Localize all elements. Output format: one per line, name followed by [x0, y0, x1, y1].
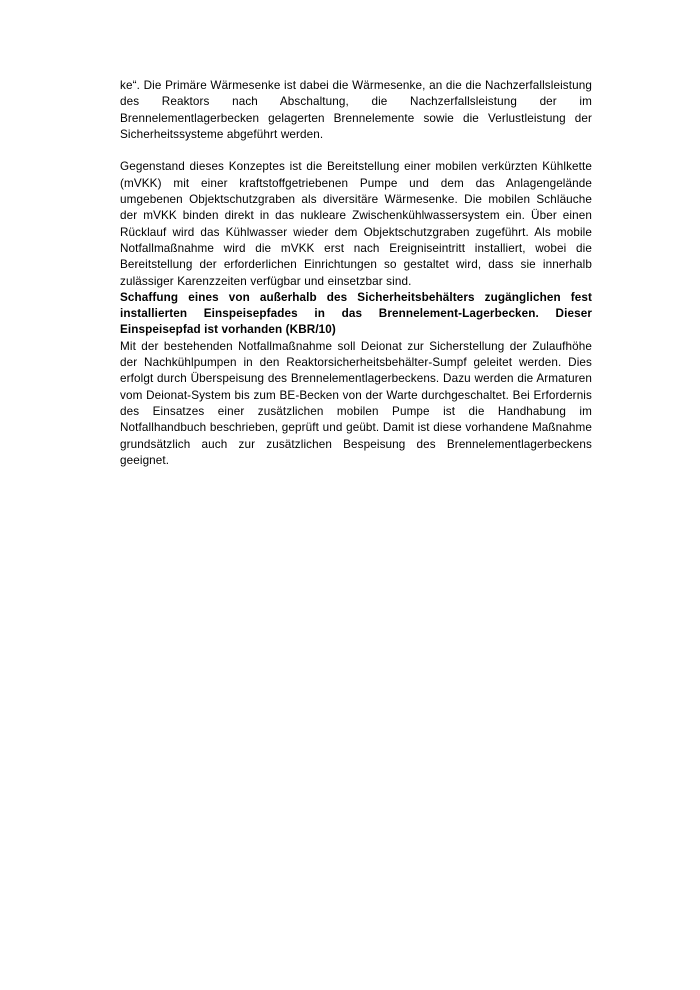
- document-body: [120, 78, 592, 469]
- heading-einspeisepfad: Schaffung eines von außerhalb des Sicherheitsbehälters zugänglichen fest installierten Einspeisepfades in das Brennelement-Lagerbecken. Dieser Einspeisepfad ist vorhanden (KBR/10): [120, 290, 592, 337]
- paragraph-mvkk-konzept: Gegenstand dieses Konzeptes ist die Bereitstellung einer mobilen verkürzten Kühlkette (mVKK) mit einer kraftstoffgetriebenen Pumpe und dem das Anlagengelände umgebenen Objektschutzgraben als diversitäre Wärmesenke. Die mobilen Schläuche der mVKK binden direkt in das nukleare Zwischenkühlwassersystem ein. Über einen Rücklauf wird das Kühlwasser wieder dem Objektschutzgraben zugeführt. Als mobile Notfallmaßnahme wird die mVKK erst nach Ereigniseintritt installiert, wobei die Bereitstellung der erforderlichen Einrichtungen so gestaltet wird, dass sie innerhalb zulässiger Karenzzeiten verfügbar und einsetzbar sind.: [120, 160, 592, 288]
- paragraph-primaere-waermesenke: ke“. Die Primäre Wärmesenke ist dabei die Wärmesenke, an die die Nachzerfallsleistung des Reaktors nach Abschaltung, die Nachzerfallsleistung der im Brennelementlagerbecken gelagerten Brennelemente sowie die Verlustleistung der Sicherheitssysteme abgeführt werden.: [120, 79, 592, 141]
- paragraph-notfallmassnahme-deionat: Mit der bestehenden Notfallmaßnahme soll Deionat zur Sicherstellung der Zulaufhöhe der Nachkühlpumpen in den Reaktorsicherheitsbehälter-Sumpf geleitet werden. Dies erfolgt durch Überspeisung des Brennelementlagerbeckens. Dazu werden die Armaturen vom Deionat-System bis zum BE-Becken von der Warte durchgeschaltet. Bei Erfordernis des Einsatzes einer zusätzlichen mobilen Pumpe ist die Handhabung im Notfallhandbuch beschrieben, geprüft und geübt. Damit ist diese vorhandene Maßnahme grundsätzlich auch zur zusätzlichen Bespeisung des Brennelementlagerbeckens geeignet.: [120, 339, 592, 467]
